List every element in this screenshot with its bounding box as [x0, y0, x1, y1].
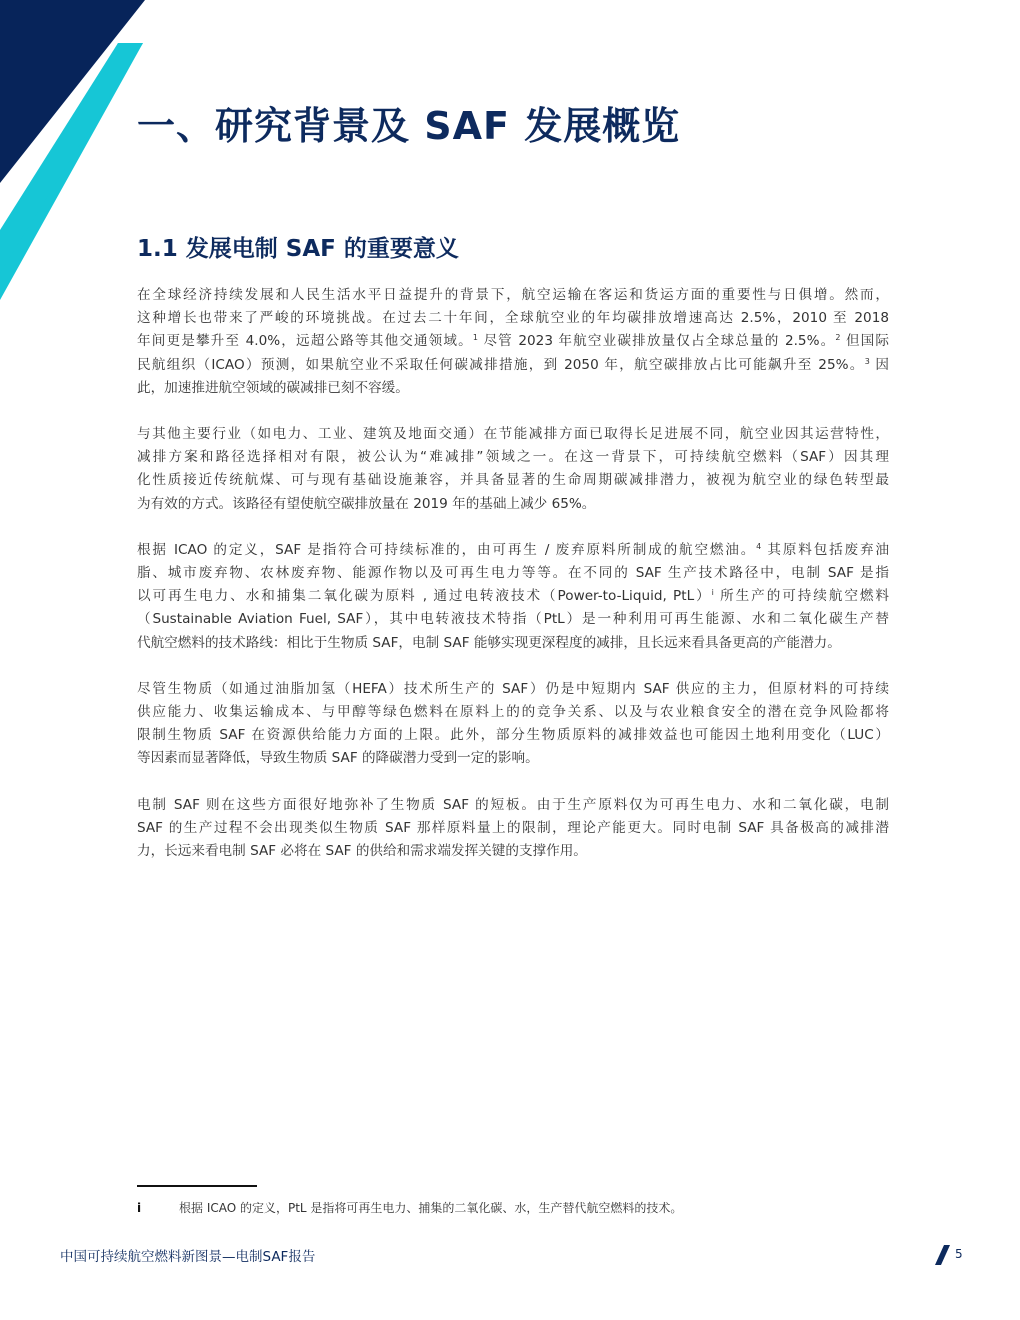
- footnote-divider: [137, 1185, 257, 1187]
- text-run: 因: [875, 356, 890, 373]
- text-line: 减排方案和路径选择相对有限，被公认为“难减排”领域之一。在这一背景下，可持续航空燃料（SAF）因其理: [137, 449, 889, 466]
- page-slash-icon: [935, 1245, 953, 1265]
- text-line: SAF 的生产过程不会出现类似生物质 SAF 那样原料量上的限制，理论产能更大。同时电制 SAF 具备极高的减排潜: [137, 819, 889, 836]
- footer-report-title: 中国可持续航空燃料新图景—电制SAF报告: [60, 1249, 316, 1265]
- text-line: 与其他主要行业（如电力、工业、建筑及地面交通）在节能减排方面已取得长足进展不同，航空业因其运营特性，: [137, 426, 889, 443]
- text-run: 所生产的可持续航空燃料: [720, 588, 889, 605]
- text-line: 这种增长也带来了严峻的环境挑战。在过去二十年间，全球航空业的年均碳排放增速高达 2.5%，2010 至 2018: [137, 310, 889, 327]
- text-line: 化性质接近传统航煤、可与现有基础设施兼容，并具备显著的生命周期碳减排潜力，被视为航空业的绿色转型最: [137, 472, 889, 489]
- paragraph-5: [137, 794, 889, 864]
- text-run: 民航组织（ICAO）预测，如果航空业不采取任何碳减排措施，到 2050 年，航空碳排放占比可能飙升至 25%。: [137, 356, 865, 373]
- page-title: 一、研究背景及 SAF 发展概览: [137, 104, 681, 148]
- footnote-ref: i: [711, 588, 714, 598]
- footnote-ref: 1: [472, 333, 478, 343]
- text-run: 年间更是攀升至 4.0%，远超公路等其他交通领域。: [137, 333, 473, 350]
- text-run: 尽管 2023 年航空业碳排放量仅占全球总量的 2.5%。: [483, 333, 836, 350]
- paragraph-1: [137, 284, 889, 400]
- footnote-text: 根据 ICAO 的定义，PtL 是指将可再生电力、捕集的二氧化碳、水，生产替代航空燃料的技术。: [179, 1201, 683, 1215]
- text-line: [137, 354, 889, 377]
- paragraph-2: [137, 423, 889, 516]
- text-run: 但国际: [845, 333, 890, 350]
- text-line: 在全球经济持续发展和人民生活水平日益提升的背景下，航空运输在客运和货运方面的重要性与日俱增。然而，: [137, 287, 889, 303]
- text-line: （Sustainable Aviation Fuel, SAF），其中电转液技术特指（PtL）是一种利用可再生能源、水和二氧化碳生产替: [137, 611, 889, 628]
- footnote-mark: i: [137, 1201, 142, 1215]
- paragraph-3: [137, 539, 889, 655]
- text-run: 其原料包括废弃油: [767, 541, 889, 558]
- text-line: 力，长远来看电制 SAF 必将在 SAF 的供给和需求端发挥关键的支撑作用。: [137, 843, 587, 860]
- footnote: [137, 1199, 682, 1216]
- text-line: 此，加速推进航空领域的碳减排已刻不容缓。: [137, 379, 409, 396]
- section-heading: 1.1 发展电制 SAF 的重要意义: [137, 236, 459, 262]
- footnote-ref: 4: [756, 541, 762, 551]
- text-line: 尽管生物质（如通过油脂加氢（HEFA）技术所生产的 SAF）仍是中短期内 SAF 供应的主力，但原材料的可持续: [137, 680, 889, 697]
- text-line: 限制生物质 SAF 在资源供给能力方面的上限。此外，部分生物质原料的减排效益也可能因土地利用变化（LUC）: [137, 727, 889, 744]
- text-line: [137, 330, 889, 353]
- text-run: 根据 ICAO 的定义，SAF 是指符合可持续标准的，由可再生 / 废弃原料所制成的航空燃油。: [137, 541, 757, 558]
- text-line: 供应能力、收集运输成本、与甲醇等绿色燃料在原料上的的竞争关系、以及与农业粮食安全的潜在竞争风险都将: [137, 704, 889, 721]
- text-line: 等因素而显著降低，导致生物质 SAF 的降碳潜力受到一定的影响。: [137, 750, 539, 767]
- text-line: 电制 SAF 则在这些方面很好地弥补了生物质 SAF 的短板。由于生产原料仅为可再生电力、水和二氧化碳，电制: [137, 796, 889, 813]
- text-line: 脂、城市废弃物、农林废弃物、能源作物以及可再生电力等等。在不同的 SAF 生产技术路径中，电制 SAF 是指: [137, 565, 889, 582]
- text-line: [137, 539, 889, 562]
- text-line: [137, 585, 889, 608]
- paragraph-4: [137, 678, 889, 771]
- page-number: 5: [955, 1247, 963, 1261]
- text-line: 代航空燃料的技术路线：相比于生物质 SAF，电制 SAF 能够实现更深程度的减排，且长远来看具备更高的产能潜力。: [137, 634, 841, 651]
- footnote-ref: 3: [864, 356, 870, 366]
- body-text: [137, 284, 889, 886]
- text-line: 为有效的方式。该路径有望使航空碳排放量在 2019 年的基础上减少 65%。: [137, 495, 596, 512]
- footnote-ref: 2: [835, 333, 841, 343]
- text-run: 以可再生电力、水和捕集二氧化碳为原料 , 通过电转液技术（Power-to-Liquid, PtL）: [137, 588, 712, 605]
